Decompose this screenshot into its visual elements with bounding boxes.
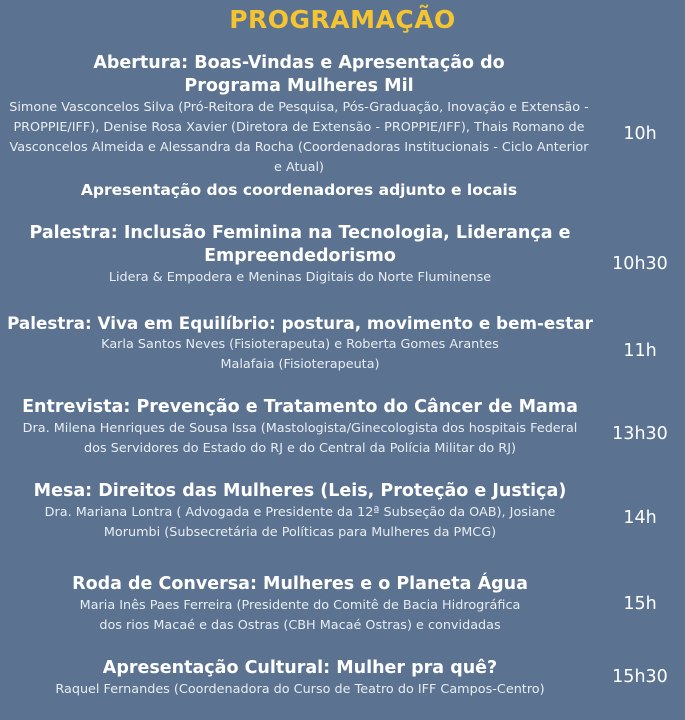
- program-item-mesa: [0, 480, 600, 543]
- page-title: PROGRAMAÇÃO: [229, 5, 456, 34]
- item-title: Abertura: Boas-Vindas e Apresentação do Programa Mulheres Mil: [93, 53, 505, 96]
- item-time: 15h30: [612, 667, 668, 687]
- item-title: Roda de Conversa: Mulheres e o Planeta Água: [72, 574, 528, 594]
- item-time: 11h: [623, 341, 657, 361]
- item-speakers: Simone Vasconcelos Silva (Pró-Reitora de Pesquisa, Pós-Graduação, Inovação e Extensão - PROPPIE/IFF), Denise Rosa Xavier (Diretora de Extensão - PROPPIE/IFF), Thais Romano de Vasconcelos Almeida e Alessandra da Rocha (Coordenadoras Institucionais - Ciclo Anterior e Atual): [9, 100, 589, 175]
- item-time: 13h30: [612, 424, 668, 444]
- item-title: Palestra: Inclusão Feminina na Tecnologia, Liderança e Empreendedorismo: [29, 223, 571, 266]
- item-time: 14h: [623, 508, 657, 528]
- item-speakers: Lidera & Empodera e Meninas Digitais do Norte Fluminense: [108, 270, 492, 285]
- item-title: Palestra: Viva em Equilíbrio: postura, movimento e bem-estar: [7, 313, 593, 333]
- item-time: 10h: [623, 124, 657, 144]
- item-speakers: Maria Inês Paes Ferreira (Presidente do Comitê de Bacia Hidrográfica dos rios Macaé e das Ostras (CBH Macaé Ostras) e convidadas: [79, 598, 521, 633]
- item-extra: Apresentação dos coordenadores adjunto e locais: [80, 181, 518, 199]
- item-title: Entrevista: Prevenção e Tratamento do Câncer de Mama: [22, 397, 578, 417]
- item-speakers: Dra. Milena Henriques de Sousa Issa (Mastologista/Ginecologista dos hospitais Federal dos Servidores do Estado do RJ e do Central da Polícia Militar do RJ): [22, 421, 578, 456]
- item-time: 15h: [623, 594, 657, 614]
- program-item-entrevista: [0, 396, 600, 459]
- program-item-abertura: [0, 52, 598, 202]
- item-speakers: Dra. Mariana Lontra ( Advogada e Presidente da 12ª Subseção da OAB), Josiane Morumbi (Subsecretária de Políticas para Mulheres da PMCG): [44, 505, 556, 540]
- program-item-roda-conversa: [0, 573, 600, 636]
- item-title: Mesa: Direitos das Mulheres (Leis, Proteção e Justiça): [33, 481, 567, 501]
- item-speakers: Karla Santos Neves (Fisioterapeuta) e Roberta Gomes Arantes Malafaia (Fisioterapeuta): [101, 337, 499, 372]
- program-item-palestra-tecnologia: [0, 222, 600, 288]
- item-time: 10h30: [612, 254, 668, 274]
- item-title: Apresentação Cultural: Mulher pra quê?: [102, 658, 498, 678]
- program-item-apresentacao-cultural: [0, 657, 600, 700]
- item-speakers: Raquel Fernandes (Coordenadora do Curso de Teatro do IFF Campos-Centro): [55, 682, 545, 697]
- program-item-palestra-equilibrio: [0, 312, 600, 375]
